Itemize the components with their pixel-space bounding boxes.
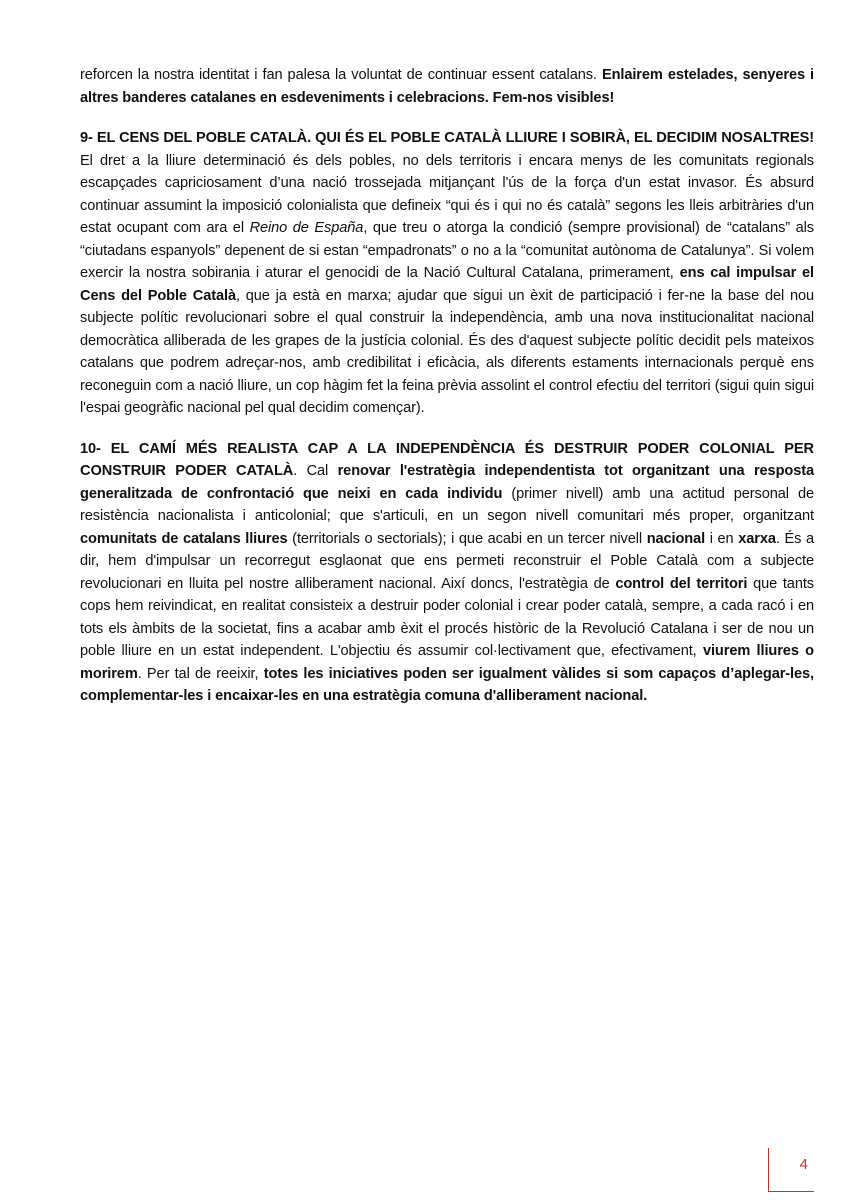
text-segment: que tants cops hem reivindicat, en realitat consisteix a destruir poder colonial i crear poder català, sempre, a cada racó i en tots els àmbits de la societat, fins a acabar amb èxit el procés històric de la Revolució Catalana i ser de nou un poble lliure en un estat independent. L'objectiu és assumir col·lectivament que, efectivament,	[80, 575, 814, 659]
text-segment: , que treu o atorga la condició (sempre provisional) de “catalans” als “ciutadans espanyols” depenent de si estan “empadronats” o no a la “comunitat autònoma de Catalunya”. Si volem exercir la nostra sobirania i aturar el genocidi de la Nació Cultural Catalana, primerament,	[80, 220, 814, 281]
text-segment: (primer nivell) amb una actitud personal de resistència nacionalista i anticolonial; que s'articuli, en un segon nivell comunitari més proper, organitzant	[80, 485, 814, 524]
paragraph-flags	[80, 64, 814, 109]
text-segment: (territorials o sectorials); i que acabi en un tercer nivell	[287, 530, 647, 547]
text-segment: ens cal impulsar el Cens del Poble Català	[80, 265, 814, 304]
text-segment: i en	[705, 530, 739, 547]
text-segment: Reino de España	[249, 220, 364, 236]
text-segment: . Per tal de reeixir,	[137, 665, 264, 682]
text-segment: control del territori	[615, 575, 748, 592]
text-segment: totes les iniciatives poden ser igualment vàlides si som capaços d’aplegar-les, complementar-les i encaixar-les en una estratègia comuna d'alliberament nacional.	[80, 665, 814, 704]
text-segment: xarxa	[738, 530, 776, 547]
page-number: 4	[799, 1156, 808, 1173]
text-segment: . És a dir, hem d'impulsar un recorregut esglaonat que ens permeti reconstruir el Poble Català com a subjecte revolucionari en lluita pel nostre alliberament nacional. Així doncs, l'estratègia de	[80, 530, 814, 592]
text-segment: 10- EL CAMÍ MÉS REALISTA CAP A LA INDEPENDÈNCIA ÉS DESTRUIR PODER COLONIAL PER CONSTRUIR PODER CATALÀ	[80, 440, 814, 479]
text-segment: . Cal	[293, 463, 338, 479]
paragraph-10-cami-independencia	[80, 438, 814, 708]
paragraph-9-cens-poble-catala	[80, 127, 814, 420]
text-segment: reforcen la nostra identitat i fan palesa la voluntat de continuar essent catalans.	[80, 67, 602, 83]
text-segment: , que ja està en marxa; ajudar que sigui un èxit de participació i fer-ne la base del nou subjecte polític revolucionari sobre el qual construir la independència, amb una nova institucionalitat nacional democràtica alliberada de les grapes de la justícia colonial. És des d'aquest subjecte polític decidit pels mateixos catalans que podrem adreçar-nos, amb credibilitat i eficàcia, als diferents estaments internacionals perquè ens reconeguin com a nació lliure, un cop hàgim fet la feina prèvia assolint el control efectiu del territori (sigui quin sigui l'espai geogràfic nacional pel qual decidim començar).	[80, 287, 814, 416]
page-number-frame	[768, 1148, 814, 1192]
text-segment: renovar l'estratègia independentista tot organitzant una resposta generalitzada de confrontació que neixi en cada individu	[80, 463, 814, 502]
text-segment: viurem lliures o morirem	[80, 643, 814, 682]
text-segment: El dret a la lliure determinació és dels pobles, no dels territoris i encara menys de les comunitats regionals escapçades capriciosament d’una nació trossejada mitjançant l'ús de la força d'un estat invasor. És absurd continuar assumint la imposició colonialista que defineix “qui és i qui no és català” segons les lleis arbitràries d'un estat ocupant com ara el	[80, 152, 814, 236]
text-segment: nacional	[646, 530, 706, 547]
text-segment: comunitats de catalans lliures	[80, 530, 288, 547]
text-segment: 9- EL CENS DEL POBLE CATALÀ. QUI ÉS EL POBLE CATALÀ LLIURE I SOBIRÀ, EL DECIDIM NOSALTRES!	[80, 130, 814, 146]
text-segment: Enlairem estelades, senyeres i altres banderes catalanes en esdeveniments i celebracions. Fem-nos visibles!	[80, 67, 814, 106]
document-body	[80, 64, 814, 726]
